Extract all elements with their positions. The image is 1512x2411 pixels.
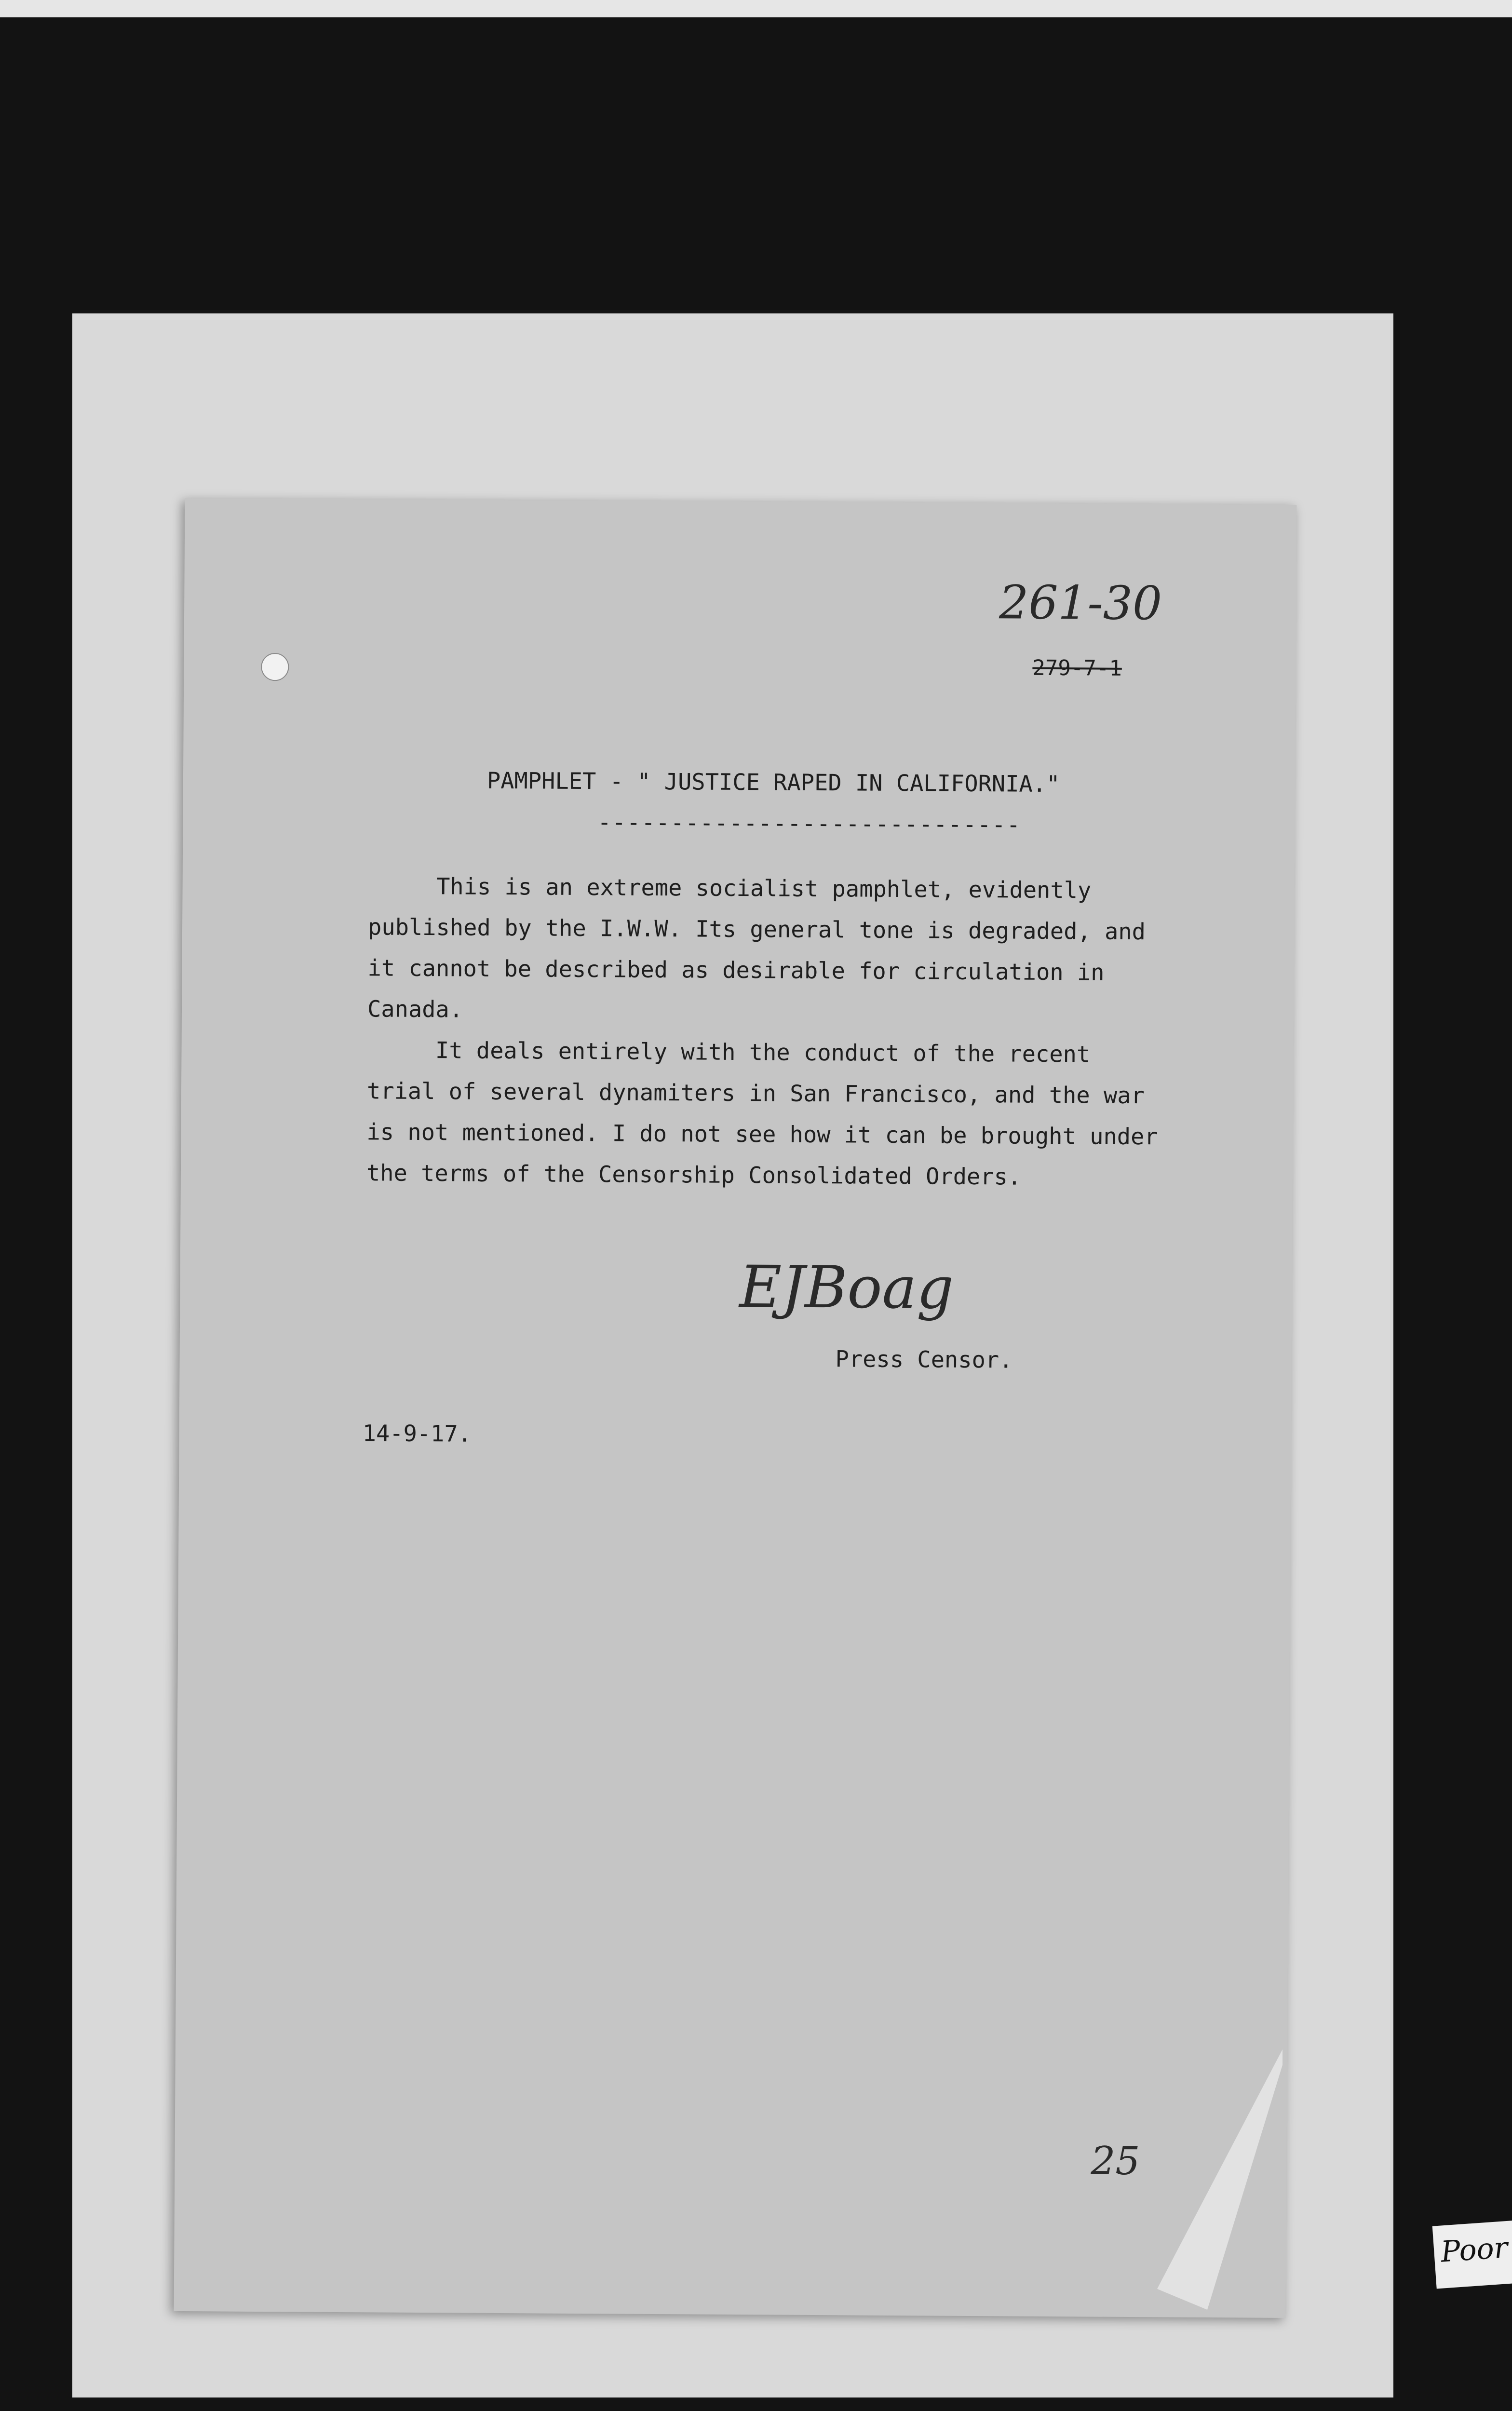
- memo-title: PAMPHLET - " JUSTICE RAPED IN CALIFORNIA.": [486, 767, 1060, 798]
- file-number-struck: 279-7-1: [1032, 655, 1122, 681]
- body-line: is not mentioned. I do not see how it can be brought under: [366, 1119, 1158, 1151]
- page-mark: 25: [1091, 2138, 1140, 2184]
- body-line: the terms of the Censorship Consolidated Orders.: [366, 1160, 1022, 1191]
- punch-hole: [261, 653, 289, 681]
- body-line: it cannot be described as desirable for circulation in: [367, 955, 1105, 986]
- file-number-handwritten: 261-30: [999, 575, 1162, 631]
- memo-date: 14-9-17.: [362, 1420, 472, 1448]
- quality-tag-text: Poor: [1440, 2231, 1509, 2269]
- title-underline: -----------------------------: [597, 809, 1022, 839]
- memo-body: [366, 866, 1160, 1198]
- body-line: Canada.: [367, 996, 463, 1023]
- body-line: published by the I.W.W. Its general tone is degraded, and: [367, 914, 1146, 946]
- memo-sheet: [174, 498, 1297, 2318]
- film-top-edge: [0, 0, 1512, 17]
- body-line: trial of several dynamiters in San Francisco, and the war: [366, 1078, 1145, 1110]
- quality-tag: [1432, 2220, 1512, 2289]
- body-line: It deals entirely with the conduct of the recent: [367, 1037, 1091, 1068]
- body-line: This is an extreme socialist pamphlet, evidently: [368, 873, 1092, 904]
- signature: EJBoag: [739, 1254, 954, 1322]
- signature-title: Press Censor.: [835, 1346, 1013, 1374]
